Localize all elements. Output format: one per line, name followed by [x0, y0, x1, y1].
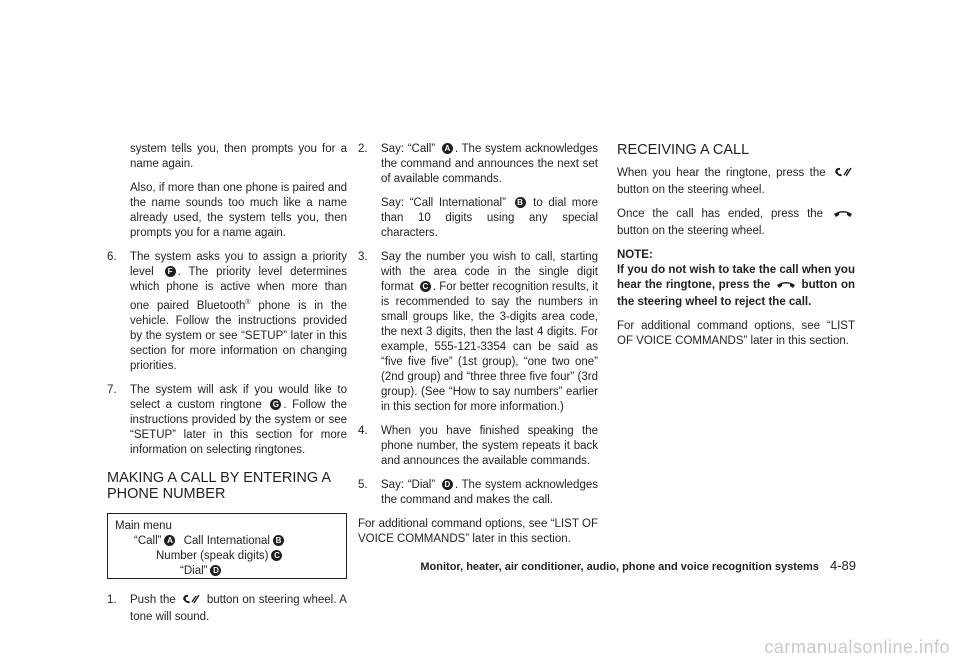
- list-number: 5.: [358, 479, 368, 491]
- list-number: 3.: [358, 251, 368, 263]
- menu-call-international: Call International: [183, 534, 270, 547]
- text-span: phone is in the vehicle. Follow the instructions provided by the system or see “SETUP” later in this section for more information on changing priorities.: [130, 299, 347, 372]
- text-span: The system asks you to assign a priority level: [130, 251, 347, 278]
- list-item-text: [381, 142, 598, 187]
- section-heading-receiving-call: RECEIVING A CALL: [617, 142, 750, 158]
- list-item-7: [107, 383, 347, 458]
- text-span: . Follow the instructions provided by the system or see “SETUP” later in this section for more information on selecting ringtones.: [130, 398, 347, 456]
- registered-mark: ®: [245, 299, 251, 306]
- page-number: 4-89: [829, 558, 856, 573]
- menu-number: Number (speak digits): [156, 549, 269, 562]
- list-item-body: [381, 142, 598, 241]
- outro-paragraph: For additional command options, see “LIST OF VOICE COMMANDS” later in this section.: [358, 518, 598, 545]
- text-span: button on steering wheel. A tone will sound.: [130, 593, 347, 623]
- menu-title: Main menu: [115, 519, 172, 532]
- list-item-text: [130, 250, 347, 374]
- text-span: . The system acknowledges the command and announces the next set of available commands.: [381, 143, 598, 185]
- text-span: . The priority level determines which phone is active when more than one paired Bluetooth: [130, 266, 347, 312]
- list-item-text: When you have finished speaking the phone number, the system repeats it back and announces the available commands.: [381, 425, 598, 467]
- list-number: 2.: [358, 143, 368, 155]
- text-span: Say: “Call International”: [381, 197, 506, 209]
- phone-talk-icon: [833, 166, 853, 183]
- callout-a-badge: A: [164, 535, 175, 546]
- column-right: [617, 142, 855, 349]
- list-number: 4.: [358, 425, 368, 437]
- list-number: 7.: [107, 383, 117, 396]
- menu-number-line: [156, 549, 284, 564]
- text-span: to dial more than 10 digits using any special characters.: [381, 197, 598, 239]
- end-call-paragraph: [617, 207, 855, 239]
- additional-options-paragraph: For additional command options, see “LIST OF VOICE COMMANDS” later in this section.: [617, 320, 855, 347]
- phone-hangup-icon: [833, 209, 853, 224]
- callout-c-badge: C: [420, 281, 431, 292]
- section-heading-making-call: MAKING A CALL BY ENTERING A PHONE NUMBER: [107, 469, 331, 502]
- text-span: When you hear the ringtone, press the: [617, 167, 826, 179]
- text-span: Say: “Call”: [381, 143, 436, 155]
- intro-paragraph-2: Also, if more than one phone is paired and the name sounds too much like a name already used, the system tells you, then prompts you for a name again.: [130, 182, 347, 239]
- list-item-text: [381, 196, 598, 241]
- text-span: Push the: [130, 593, 176, 606]
- intro-paragraph-1: system tells you, then prompts you for a name again.: [130, 143, 347, 170]
- phone-talk-icon: [181, 593, 201, 610]
- menu-call: “Call”: [134, 534, 162, 547]
- list-item-text: [381, 478, 598, 508]
- callout-d-badge: D: [210, 565, 221, 576]
- list-item-text: [130, 593, 347, 625]
- text-span: Say: “Dial”: [381, 479, 436, 491]
- text-span: The system will ask if you would like to select a custom ringtone: [130, 383, 347, 411]
- text-span: If you do not wish to take the call when you hear the ringtone, press the: [617, 264, 855, 291]
- note-paragraph: [617, 263, 855, 310]
- text-span: Say the number you wish to call, starting with the area code in the single digit format: [381, 251, 598, 293]
- list-item-3: [358, 250, 598, 415]
- callout-d-badge: D: [442, 479, 453, 490]
- column-left: [107, 142, 347, 625]
- list-item-2: [358, 142, 598, 241]
- text-span: . For better recognition results, it is recommended to say the numbers in small groups like, the 3-digits area code, the next 3 digits, then the last 4 digits. For example, 555-121-3354 can be said as “five five five” (1st group), “one two one” (2nd group) and “three three five four” (3rd group). (See “How to say numbers” earlier in this section for more information.): [381, 281, 598, 413]
- list-item-6: [107, 250, 347, 374]
- list-item-text: [381, 250, 598, 415]
- text-span: Once the call has ended, press the: [617, 208, 824, 220]
- footer-section-title: Monitor, heater, air conditioner, audio, phone and voice recognition systems: [420, 561, 819, 573]
- text-span: button on the steering wheel.: [617, 225, 765, 237]
- callout-f-badge: F: [165, 266, 176, 277]
- menu-call-line: [134, 534, 286, 549]
- list-item-5: [358, 478, 598, 508]
- text-span: button on the steering wheel to reject the call.: [617, 279, 855, 308]
- list-item-text: [130, 383, 347, 458]
- list-number: 1.: [107, 593, 117, 606]
- callout-g-badge: G: [270, 399, 281, 410]
- note-label: NOTE:: [617, 249, 653, 261]
- list-item-1: [107, 593, 347, 625]
- text-span: . The system acknowledges the command and makes the call.: [381, 479, 598, 506]
- receive-paragraph: [617, 166, 855, 198]
- watermark: carmanualsonline.info: [764, 637, 950, 657]
- callout-c-badge: C: [271, 550, 282, 561]
- column-middle: [358, 142, 598, 547]
- text-span: button on the steering wheel.: [617, 184, 765, 196]
- phone-hangup-icon: [776, 280, 796, 295]
- callout-b-badge: B: [515, 197, 526, 208]
- callout-b-badge: B: [273, 535, 284, 546]
- menu-dial: “Dial”: [180, 564, 208, 577]
- menu-dial-line: [180, 564, 223, 579]
- list-number: 6.: [107, 251, 117, 263]
- list-item-4: [358, 424, 598, 469]
- page-footer: [420, 558, 856, 573]
- callout-a-badge: A: [442, 143, 453, 154]
- menu-diagram: [107, 513, 347, 579]
